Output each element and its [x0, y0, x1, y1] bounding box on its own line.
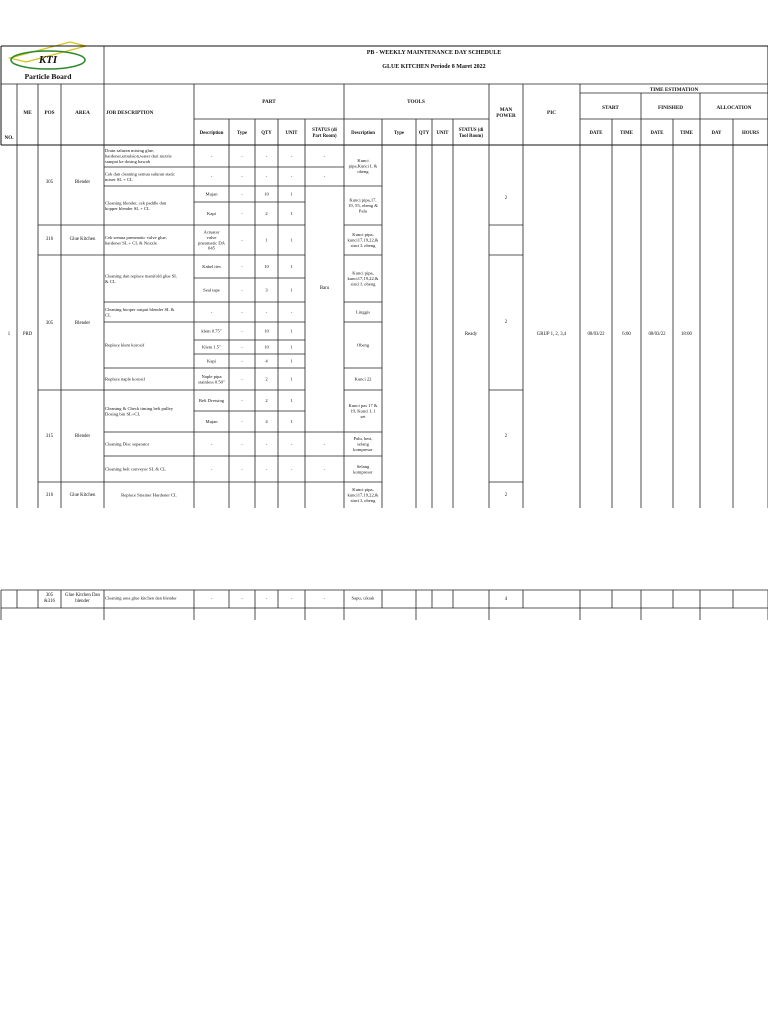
document-title: PB - WEEKLY MAINTENANCE DAY SCHEDULE [366, 50, 502, 56]
part-qty: - [265, 595, 268, 601]
group-man-power: 2 [504, 434, 508, 439]
start-date-value: 08/03/22 [587, 332, 605, 337]
part-description: Naple pipa [201, 373, 222, 379]
start-time-value: 6:00 [622, 332, 631, 337]
finish-time-value: 18:00 [681, 332, 692, 337]
header-start-date: DATE [589, 131, 603, 136]
part-description: Kapi [207, 211, 216, 217]
header-finish-time: TIME [680, 131, 693, 136]
header-part-unit: UNIT [285, 131, 298, 136]
header-part-type: Type [236, 131, 248, 136]
job-description: CL [105, 312, 111, 318]
group-area: Glue Kitchen [69, 237, 96, 242]
group-area-2: blender [75, 599, 90, 604]
pic-value: GRUP 1, 2, 3,4 [536, 332, 567, 337]
part-type: - [241, 237, 243, 243]
part-qty: 4 [265, 358, 268, 364]
group-area: Blender [74, 180, 91, 185]
group-man-power: 2 [504, 196, 508, 201]
part-description: - [210, 309, 213, 315]
part-description: Seal tape [203, 287, 220, 293]
header-me: ME [23, 110, 32, 116]
part-qty: 2 [265, 211, 268, 217]
job-description: & CL [105, 278, 116, 284]
part-description: stainless 0.50" [198, 379, 225, 385]
group-area: Glue Kitchen Dan [65, 593, 100, 598]
tool-description: kunci17,19,22,& [347, 237, 379, 243]
part-description: pneumatic DA [198, 240, 225, 246]
part-description: Kabel ties [202, 264, 221, 270]
tool-description: Kunci [357, 158, 369, 164]
part-unit: - [290, 595, 293, 601]
part-description: Mujan [205, 419, 218, 425]
job-description: hardener,emulsion,water dari nozzle [105, 153, 172, 159]
part-status: - [323, 595, 326, 601]
header-allocation: ALLOCATION [716, 105, 752, 111]
header-pos: POS [44, 110, 55, 116]
part-type: - [241, 211, 243, 217]
header-man-power-2: POWER [496, 113, 516, 119]
tool-description: Kunci pas 17 & [348, 403, 378, 409]
company-logo [10, 42, 86, 81]
job-description: Replace klem korosif [105, 342, 145, 348]
part-unit: - [290, 153, 293, 159]
job-description: hopper blender SL + CL [105, 205, 150, 211]
header-man-power: MAN [499, 107, 513, 113]
header-hours: HOURS [741, 131, 760, 136]
tool-description: sinci L obeng [350, 281, 376, 287]
part-type: - [241, 595, 243, 601]
job-description: mixer SL + CL [105, 176, 133, 182]
job-description: Cleaning hooper output blender SL & [105, 306, 175, 312]
tool-status-value: Ready [464, 332, 478, 337]
part-qty: 2 [265, 398, 268, 404]
part-unit: 1 [290, 376, 293, 382]
part-qty: - [265, 153, 268, 159]
part-type: - [241, 419, 243, 425]
header-tool-qty: QTY [418, 131, 430, 136]
part-status: - [323, 466, 326, 472]
header-tool-status-2: Tool Room) [459, 134, 483, 139]
job-description: Drain saluran mixing glue, [105, 148, 155, 154]
part-type: - [241, 174, 243, 180]
part-status: - [323, 441, 326, 447]
job-description: Cleaning dan replace manifold glue SL [105, 273, 178, 279]
header-part-description: Description [199, 131, 224, 136]
group-pos: 305 [45, 321, 54, 326]
tool-description: Kunci pipa, [352, 232, 374, 238]
job-description: Cek dan cleaning semua saluran static [105, 171, 176, 177]
finish-date-value: 08/03/22 [648, 332, 666, 337]
group-pos-2: &316 [44, 599, 55, 604]
part-type: - [241, 264, 243, 270]
group-pos: 305 [45, 180, 54, 185]
tool-description: Obeng [356, 342, 370, 348]
group-pos: 305 [45, 593, 54, 598]
group-pos: 315 [45, 434, 54, 439]
part-qty: 10 [264, 264, 269, 270]
part-description: klem 0.75" [201, 328, 222, 334]
group-man-power: 2 [504, 493, 508, 498]
group-pos: 316 [45, 493, 54, 498]
part-unit: 1 [290, 328, 293, 334]
header-tool-status: STATUS (di [458, 128, 484, 133]
tool-description: sinci L obeng [350, 498, 376, 503]
tool-description: Palu [358, 208, 368, 214]
header-part-status: STATUS (di [312, 128, 337, 133]
part-qty: 1 [265, 237, 268, 243]
part-description: - [210, 174, 213, 180]
part-unit: 1 [290, 211, 293, 217]
me-value: PRD [22, 332, 33, 337]
table-cells [105, 148, 379, 601]
header-tool-type: Type [393, 131, 405, 136]
header-no: NO. [4, 135, 14, 141]
job-description: Cleaning belt conveyor SL & CL [105, 466, 166, 472]
job-description: sampai ke dosing bawah [105, 159, 151, 164]
part-description: Actuator [203, 229, 220, 235]
part-type: - [241, 376, 243, 382]
part-qty: - [265, 174, 268, 180]
part-type: - [241, 191, 243, 197]
part-description: Mujan [205, 191, 218, 197]
job-description: hardener SL + CL & Nozzle [105, 240, 157, 246]
tool-description: Sapu, cikrak [351, 595, 375, 601]
tool-description: Selang [356, 463, 370, 469]
part-qty: - [265, 441, 268, 447]
part-type: - [241, 358, 243, 364]
part-qty: - [265, 466, 268, 472]
logo-tagline: Particle Board [24, 72, 72, 81]
tool-description: 19, 55, obeng & [348, 203, 378, 209]
header-pic: PIC [547, 110, 556, 116]
header-finish-date: DATE [650, 131, 664, 136]
part-type: - [241, 328, 243, 334]
header-part: PART [262, 99, 276, 105]
part-type: - [241, 287, 243, 293]
header-tools: TOOLS [407, 99, 425, 105]
part-unit: 1 [290, 264, 293, 270]
tool-description: Kunci pipa,17, [349, 197, 377, 203]
part-qty: 4 [265, 419, 268, 425]
part-unit: - [290, 174, 293, 180]
part-unit: - [290, 441, 293, 447]
tool-description: set [360, 414, 366, 419]
tool-description: Kunci pipa, [352, 487, 374, 493]
tool-description: kunci17,19,22,& [347, 492, 379, 498]
header-tool-unit: UNIT [436, 131, 449, 136]
document-period: GLUE KITCHEN Periode 8 Maret 2022 [382, 64, 486, 70]
job-description: Cleaning & Check timing belt pulley [105, 405, 174, 411]
tool-description: kunci17,19,22,& [347, 276, 379, 282]
header-part-qty: QTY [261, 131, 272, 136]
part-unit: 1 [290, 419, 293, 425]
group-man-power: 4 [504, 597, 508, 602]
part-qty: 10 [264, 344, 269, 350]
job-description: Replace naple korosif [105, 376, 146, 382]
tool-description: 19, Kunci L 1 [350, 408, 376, 414]
job-description: Cleaning area glue kitchen dan blender [105, 595, 177, 601]
part-description: Klem 1.5" [202, 344, 221, 350]
job-description: Cleaning Disc separator [105, 441, 150, 447]
header-area: AREA [75, 110, 90, 116]
tool-description: kompresor [353, 469, 373, 475]
part-type: - [241, 466, 243, 472]
part-unit: - [290, 309, 293, 315]
part-qty: 2 [265, 376, 268, 382]
tool-description: selang [357, 441, 369, 447]
part-unit: 1 [290, 358, 293, 364]
part-status: - [323, 153, 326, 159]
part-unit: 1 [290, 398, 293, 404]
part-description: - [210, 595, 213, 601]
header-tool-description: Description [351, 131, 375, 136]
header-day: DAY [711, 131, 722, 136]
part-description: - [210, 153, 213, 159]
part-qty: - [265, 309, 268, 315]
part-description: - [210, 466, 213, 472]
part-type: - [241, 309, 243, 315]
header-start: START [602, 105, 619, 111]
header-time-estimation: TIME ESTIMATION [649, 87, 699, 93]
part-unit: - [290, 466, 293, 472]
job-description: Replace Strainer Hardener CL [121, 492, 177, 498]
part-description: Kapi [207, 358, 216, 364]
part-status-value: Baru [319, 286, 330, 291]
job-description: Dosing bin SL+CL [105, 411, 141, 417]
part-qty: 10 [264, 328, 269, 334]
part-status: - [323, 174, 326, 180]
tool-description: sinci L obeng [350, 243, 376, 248]
part-unit: 1 [290, 237, 293, 243]
tool-description: pipa,Kunci L & [348, 163, 378, 169]
group-man-power: 2 [504, 320, 508, 325]
header-finished: FINISHED [657, 105, 684, 111]
part-description: - [210, 441, 213, 447]
row-number: 1 [7, 332, 11, 337]
header-part-status-2: Part Room) [312, 134, 337, 139]
tool-description: kompresor [353, 447, 373, 452]
part-unit: 1 [290, 191, 293, 197]
part-type: - [241, 398, 243, 404]
header-start-time: TIME [620, 131, 633, 136]
part-description: valve [206, 234, 217, 240]
tool-description: Linggis [355, 309, 371, 315]
header-job-description: JOB DESCRIPTION [106, 110, 154, 116]
part-type: - [241, 153, 243, 159]
part-type: - [241, 441, 243, 447]
part-description: 045 [208, 245, 215, 251]
job-description: Cleaning blender, cek paddle dan [105, 200, 167, 206]
part-qty: 10 [264, 191, 269, 197]
part-unit: 1 [290, 344, 293, 350]
logo-initials: KTI [38, 54, 58, 66]
job-description: Cek semua pneumatic valve glue, [105, 234, 167, 240]
part-qty: 3 [265, 287, 268, 293]
part-type: - [241, 344, 243, 350]
group-pos: 316 [45, 237, 54, 242]
part-unit: 1 [290, 287, 293, 293]
group-area: Blender [74, 321, 91, 326]
tool-description: obeng [357, 169, 369, 174]
tool-description: Palu, besi, [353, 436, 373, 442]
group-area: Blender [74, 434, 91, 439]
tool-description: Kunci 22 [354, 376, 372, 382]
group-area: Glue Kitchen [69, 493, 96, 498]
tool-description: Kunci pipa, [352, 270, 374, 276]
part-description: Belt Dressing [198, 398, 225, 404]
